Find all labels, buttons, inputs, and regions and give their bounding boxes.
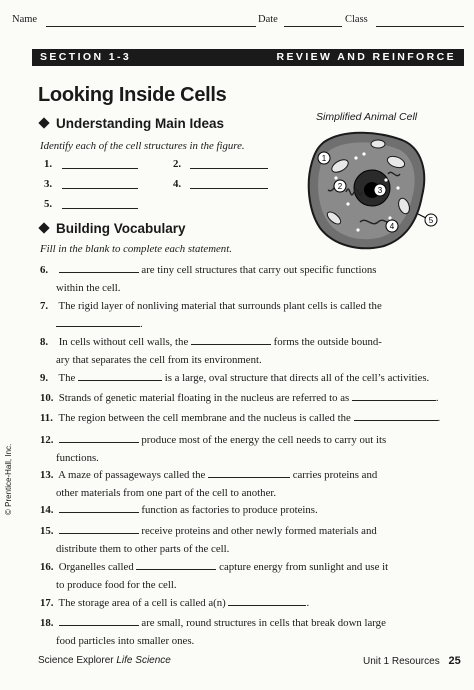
name-label: Name	[12, 14, 38, 25]
answer-label-4: 4.	[173, 178, 182, 190]
blank-11[interactable]	[354, 410, 438, 421]
question-6: 6. are tiny cell structures that carry out specific functions within the cell.	[40, 264, 377, 294]
question-11: 11. The region between the cell membrane and the nucleus is called the .	[40, 412, 441, 424]
footer-right: Unit 1 Resources 25	[363, 655, 461, 667]
question-8: 8. In cells without cell walls, the forms the outside bound- ary that separates the cell from its environment.	[40, 336, 382, 366]
question-14: 14. function as factories to produce proteins.	[40, 504, 318, 516]
answer-label-5: 5.	[44, 198, 53, 210]
answer-field-5[interactable]	[62, 208, 138, 209]
diamond-bullet-icon	[38, 117, 49, 128]
footer-left: Science Explorer Life Science	[38, 655, 171, 666]
question-18: 18. are small, round structures in cells that break down large food particles into smaller ones.	[40, 617, 386, 647]
blank-6[interactable]	[59, 262, 139, 273]
blank-13[interactable]	[208, 467, 290, 478]
blank-16[interactable]	[136, 559, 216, 570]
copyright-side-text: © Prentice-Hall, Inc.	[4, 443, 13, 515]
class-label: Class	[345, 14, 368, 25]
blank-15[interactable]	[59, 523, 139, 534]
diagram-title: Simplified Animal Cell	[316, 111, 418, 123]
diagram-callout-4	[386, 220, 398, 232]
name-field[interactable]	[46, 26, 256, 27]
callout-label-5: 5	[428, 216, 434, 225]
blank-12[interactable]	[59, 432, 139, 443]
answer-field-2[interactable]	[190, 168, 268, 169]
page-number: 25	[448, 655, 461, 667]
diagram-callout-3	[374, 184, 386, 196]
blank-8[interactable]	[191, 334, 271, 345]
question-9: 9. The is a large, oval structure that directs all of the cell’s activities.	[40, 372, 430, 384]
blank-14[interactable]	[59, 502, 139, 513]
answer-field-1[interactable]	[62, 168, 138, 169]
main-ideas-instruction: Identify each of the cell structures in the figure.	[40, 140, 245, 152]
answer-label-1: 1.	[44, 158, 53, 170]
answer-label-3: 3.	[44, 178, 53, 190]
section-number: SECTION 1-3	[40, 51, 132, 63]
date-label: Date	[258, 14, 278, 25]
callout-label-4: 4	[389, 222, 395, 231]
question-12: 12. produce most of the energy the cell needs to carry out its functions.	[40, 434, 387, 464]
class-field[interactable]	[376, 26, 464, 27]
vocab-instruction: Fill in the blank to complete each statement.	[40, 243, 232, 255]
question-17: 17. The storage area of a cell is called a(n) .	[40, 597, 310, 609]
blank-18[interactable]	[59, 615, 139, 626]
vocab-heading: Building Vocabulary	[40, 221, 186, 236]
diagram-callout-1	[318, 152, 330, 164]
answer-label-2: 2.	[173, 158, 182, 170]
diagram-callout-2	[334, 180, 346, 192]
question-10: 10. Strands of genetic material floating in the nucleus are referred to as .	[40, 392, 439, 404]
section-band	[32, 49, 464, 66]
answer-field-4[interactable]	[190, 188, 268, 189]
callout-label-3: 3	[377, 186, 383, 195]
worksheet-header	[10, 10, 464, 30]
question-16: 16. Organelles called capture energy from sunlight and use it to produce food for the cell.	[40, 561, 389, 591]
question-13: 13. A maze of passageways called the carries proteins and other materials from one part of the cell to another.	[40, 469, 378, 499]
blank-10[interactable]	[352, 390, 436, 401]
callout-label-1: 1	[321, 154, 327, 163]
question-7: 7. The rigid layer of nonliving material that surrounds plant cells is called the .	[40, 300, 382, 330]
date-field[interactable]	[284, 26, 342, 27]
answer-field-3[interactable]	[62, 188, 138, 189]
blank-7[interactable]	[56, 316, 140, 327]
blank-9[interactable]	[78, 370, 162, 381]
diagram-callout-5	[418, 214, 437, 226]
question-15: 15. receive proteins and other newly formed materials and distribute them to other parts of the cell.	[40, 525, 377, 555]
callout-label-2: 2	[337, 182, 343, 191]
page-title: Looking Inside Cells	[38, 84, 227, 106]
section-type: REVIEW AND REINFORCE	[276, 51, 456, 63]
diamond-bullet-icon	[38, 222, 49, 233]
main-ideas-heading: Understanding Main Ideas	[40, 116, 224, 131]
animal-cell-diagram	[300, 122, 440, 254]
blank-17[interactable]	[228, 595, 306, 606]
